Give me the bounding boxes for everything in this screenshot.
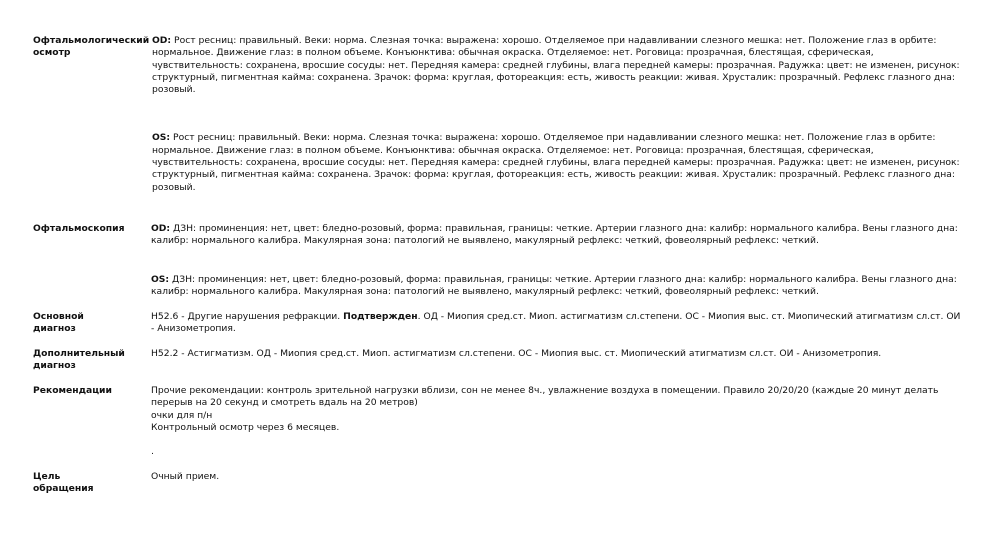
ophthalmoscopy-label: Офтальмоскопия <box>33 223 125 234</box>
main-diagnosis-text <box>151 311 963 336</box>
exam-os-tag: OS: <box>152 132 171 144</box>
exam-label: Офтальмологический осмотр <box>33 35 150 59</box>
main-diagnosis-content <box>151 311 963 336</box>
recommendations-label: Рекомендации <box>33 385 112 396</box>
exam-od-paragraph <box>152 35 964 96</box>
additional-diagnosis-content <box>151 348 963 360</box>
recommendations-line-1: Прочие рекомендации: контроль зрительной нагрузки вблизи, сон не менее 8ч., увлажнение воздуха в помещении. Правило 20/20/20 (каждые 20 минут делать перерыв на 20 секунд и смотреть вдаль на 20 метров) <box>151 385 939 409</box>
visit-purpose-label: Цель обращения <box>33 471 94 495</box>
main-diagnosis-code: H52.6 - Другие нарушения рефракции. <box>151 311 344 322</box>
exam-od-tag: OD: <box>152 35 172 46</box>
exam-content <box>152 35 964 194</box>
additional-diagnosis-label: Дополнительный диагноз <box>33 348 125 372</box>
exam-os-paragraph <box>152 132 964 193</box>
recommendations-line-4: . <box>151 446 154 458</box>
recommendations-line-3: Контрольный осмотр через 6 месяцев. <box>151 421 340 433</box>
recommendations-line-2: очки для п/н <box>151 409 213 421</box>
recommendations-content <box>151 385 963 458</box>
ophthalmoscopy-od-text: ДЗН: проминенция: нет, цвет: бледно-розовый, форма: правильная, границы: четкие. Артерии глазного дна: калибр: нормального калибра. Вены глазного дна: калибр: нормального калибра. Макулярная зона: патологий не выявлено, макулярный рефлекс: четкий, фовеолярный рефлекс: четкий. <box>151 223 958 247</box>
main-diagnosis-confirmed: Подтвержден <box>343 311 418 322</box>
main-diagnosis-label: Основной диагноз <box>33 311 84 335</box>
visit-purpose-text: Очный прием. <box>151 471 220 482</box>
ophthalmoscopy-od-tag: OD: <box>151 223 171 234</box>
exam-od-text: Рост ресниц: правильный. Веки: норма. Слезная точка: выражена: хорошо. Отделяемое при надавливании слезного мешка: нет. Положение глаз в орбите: нормальное. Движение глаз: в полном объеме. Конъюнктива: обычная окраска. Отделяемое: нет. Роговица: прозрачная, блестящая, сферическая, чувствительность: сохранена, вросшие сосуды: нет. Передняя камера: средней глубины, влага передней камеры: прозрачная. Радужка: цвет: не изменен, рисунок: структурный, пигментная кайма: сохранена. Зрачок: форма: круглая, фотореакция: есть, живость реакции: живая. Хрусталик: прозрачный. Рефлекс глазного дна: розовый. <box>152 35 960 96</box>
exam-os-text: Рост ресниц: правильный. Веки: норма. Слезная точка: выражена: хорошо. Отделяемое при надавливании слезного мешка: нет. Положение глаз в орбите: нормальное. Движение глаз: в полном объеме. Конъюнктива: обычная окраска. Отделяемое: нет. Роговица: прозрачная, блестящая, сферическая, чувствительность: сохранена, вросшие сосуды: нет. Передняя камера: средней глубины, влага передней камеры: прозрачная. Радужка: цвет: не изменен, рисунок: структурный, пигментная кайма: сохранена. Зрачок: форма: круглая, фотореакция: есть, живость реакции: живая. Хрусталик: прозрачный. Рефлекс глазного дна: розовый. <box>152 132 960 193</box>
ophthalmoscopy-content <box>151 223 963 298</box>
additional-diagnosis-text: H52.2 - Астигматизм. ОД - Миопия сред.ст. Миоп. астигматизм сл.степени. ОС - Миопия выс. ст. Миопический атигматизм сл.ст. ОИ - Анизометропия. <box>151 348 882 359</box>
main-diagnosis-details: . ОД - Миопия сред.ст. Миоп. астигматизм сл.степени. ОС - Миопия выс. ст. Миопический атигматизм сл.ст. ОИ - Анизометропия. <box>151 311 961 335</box>
ophthalmoscopy-os-text: ДЗН: проминенция: нет, цвет: бледно-розовый, форма: правильная, границы: четкие. Артерии глазного дна: калибр: нормального калибра. Вены глазного дна: калибр: нормального калибра. Макулярная зона: патологий не выявлено, макулярный рефлекс: четкий, фовеолярный рефлекс: четкий. <box>151 273 957 297</box>
visit-purpose-content <box>151 471 963 483</box>
ophthalmoscopy-os-tag: OS: <box>151 273 170 285</box>
ophthalmoscopy-os-paragraph <box>151 274 963 299</box>
ophthalmoscopy-od-paragraph <box>151 223 963 248</box>
